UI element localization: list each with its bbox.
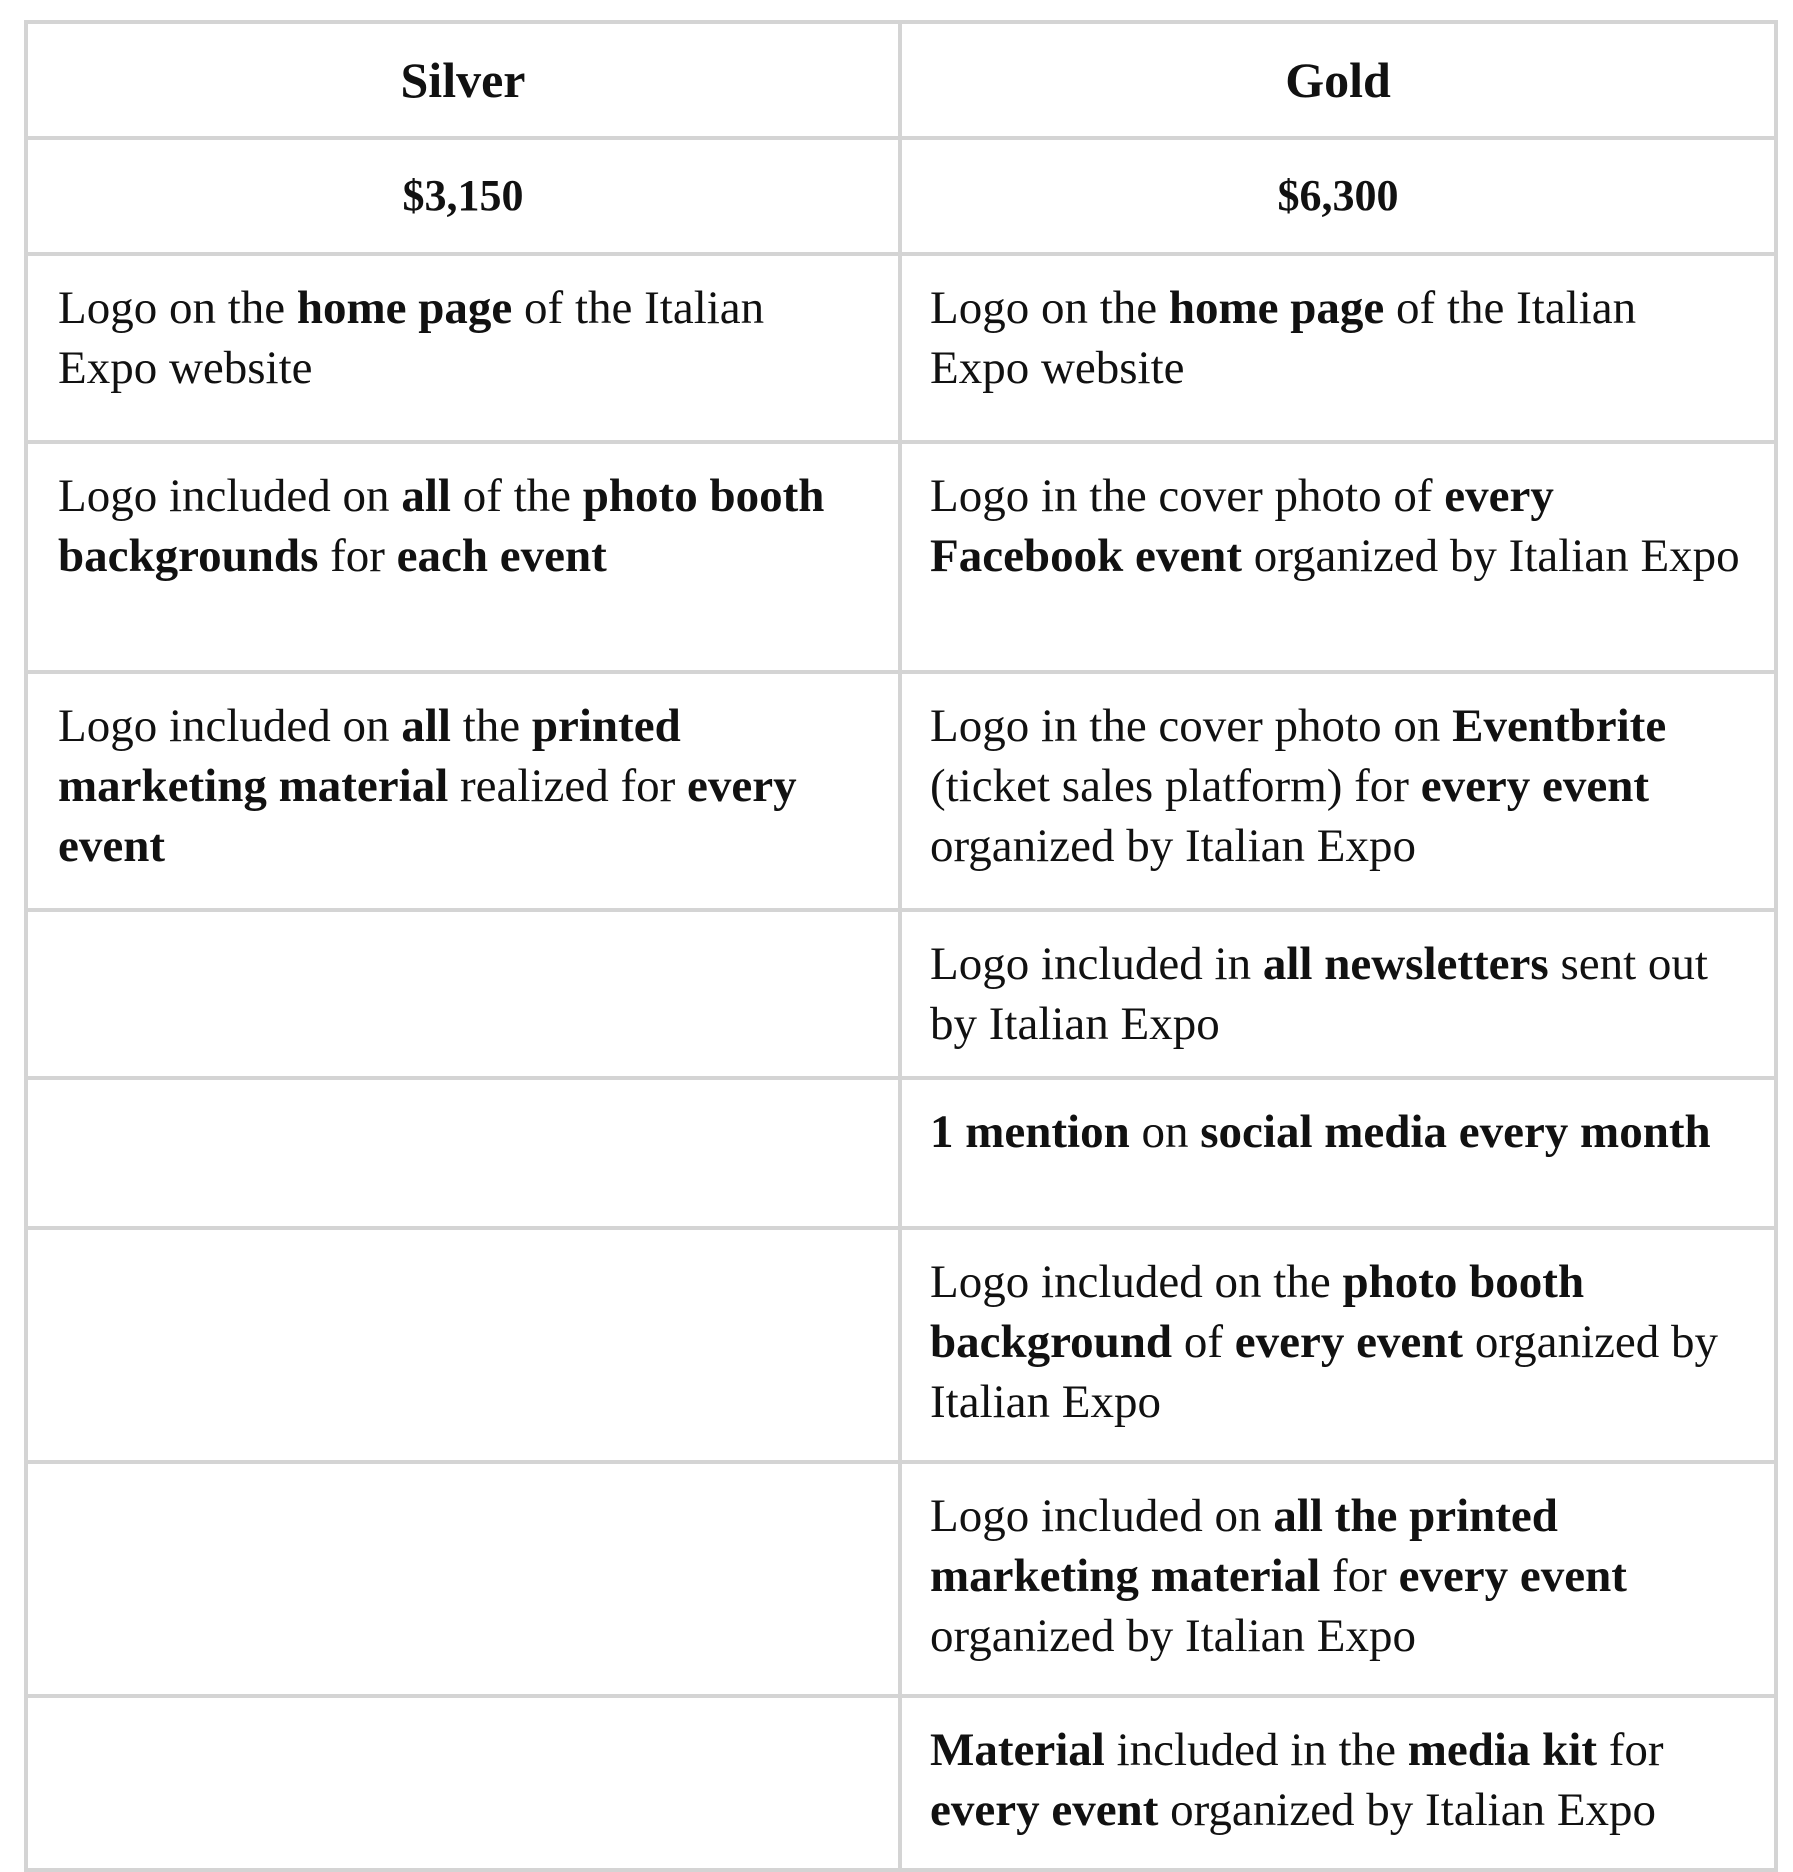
gold-tier-heading: Gold (900, 22, 1776, 138)
silver-empty-cell (26, 1696, 900, 1870)
silver-empty-cell (26, 1462, 900, 1696)
gold-benefit-cell (900, 1462, 1776, 1696)
benefit-text: organized by Italian Expo (1241, 530, 1740, 582)
benefit-row (26, 1696, 1776, 1870)
silver-benefit-cell (26, 442, 900, 672)
benefit-emphasis: Eventbrite (1452, 700, 1667, 752)
benefit-text: on (1129, 1106, 1201, 1158)
benefit-emphasis: social media every month (1200, 1106, 1711, 1158)
benefit-text: organized by Italian Expo (930, 1610, 1416, 1662)
benefit-row (26, 1078, 1776, 1228)
benefit-emphasis: every event (1234, 1316, 1464, 1368)
gold-benefit-cell (900, 254, 1776, 442)
benefit-emphasis: all the printed marketing material (930, 1490, 1558, 1602)
benefit-text: included in the (1104, 1724, 1408, 1776)
silver-tier-heading: Silver (26, 22, 900, 138)
benefit-emphasis: every event (930, 1784, 1159, 1836)
silver-benefit-cell (26, 254, 900, 442)
benefit-row (26, 910, 1776, 1078)
benefit-text: for (1597, 1724, 1664, 1776)
benefit-row (26, 672, 1776, 910)
benefit-emphasis: all (401, 470, 451, 522)
gold-benefit-cell (900, 910, 1776, 1078)
benefit-emphasis: every event (58, 760, 797, 872)
benefit-text: (ticket sales platform) for (930, 760, 1421, 812)
benefit-text: of the Italian Expo website (930, 282, 1637, 394)
benefit-text: the (450, 700, 532, 752)
benefit-text: Logo in the cover photo on (930, 700, 1453, 752)
benefit-emphasis: every event (1398, 1550, 1627, 1602)
benefit-emphasis: each event (396, 530, 607, 582)
benefit-text: Logo included in (930, 938, 1263, 990)
silver-empty-cell (26, 1078, 900, 1228)
benefit-text: Logo included on (58, 470, 402, 522)
benefit-text: organized by Italian Expo (1158, 1784, 1657, 1836)
benefit-emphasis: every event (1420, 760, 1650, 812)
benefit-emphasis: photo booth backgrounds (58, 470, 825, 582)
gold-tier-price: $6,300 (900, 138, 1776, 254)
gold-benefit-cell (900, 1228, 1776, 1462)
benefit-row (26, 254, 1776, 442)
benefit-emphasis: all newsletters (1262, 938, 1549, 990)
benefit-text: Logo included on (58, 700, 402, 752)
benefit-emphasis: all (401, 700, 451, 752)
silver-tier-price: $3,150 (26, 138, 900, 254)
price-row (26, 138, 1776, 254)
benefit-text: for (318, 530, 397, 582)
benefit-emphasis: Material (930, 1724, 1105, 1776)
benefit-emphasis: every Facebook event (930, 470, 1554, 582)
benefit-text: for (1320, 1550, 1399, 1602)
benefit-row (26, 1462, 1776, 1696)
gold-benefit-cell (900, 442, 1776, 672)
silver-empty-cell (26, 910, 900, 1078)
benefit-text: Logo included on (930, 1490, 1274, 1542)
benefit-text: Logo included on the (930, 1256, 1343, 1308)
benefit-text: of the (450, 470, 583, 522)
benefit-text: Logo on the (930, 282, 1169, 334)
benefit-text: organized by Italian Expo (930, 1316, 1719, 1428)
benefit-emphasis: home page (1168, 282, 1385, 334)
benefit-text: Logo on the (58, 282, 297, 334)
benefit-row (26, 1228, 1776, 1462)
table-body (26, 22, 1776, 1870)
benefit-text: of the Italian Expo website (58, 282, 765, 394)
benefit-text: organized by Italian Expo (930, 820, 1416, 872)
benefit-row (26, 442, 1776, 672)
silver-empty-cell (26, 1228, 900, 1462)
gold-benefit-cell (900, 1696, 1776, 1870)
sponsorship-comparison-table (24, 20, 1778, 1872)
benefit-text: sent out by Italian Expo (930, 938, 1708, 1050)
benefit-emphasis: 1 mention (930, 1106, 1130, 1158)
benefit-emphasis: home page (296, 282, 513, 334)
benefit-emphasis: printed marketing material (58, 700, 681, 812)
silver-benefit-cell (26, 672, 900, 910)
benefit-text: of (1172, 1316, 1235, 1368)
benefit-text: Logo in the cover photo of (930, 470, 1445, 522)
tier-header-row (26, 22, 1776, 138)
gold-benefit-cell (900, 1078, 1776, 1228)
benefit-text: realized for (448, 760, 688, 812)
gold-benefit-cell (900, 672, 1776, 910)
benefit-emphasis: media kit (1407, 1724, 1597, 1776)
benefit-emphasis: photo booth background (930, 1256, 1585, 1368)
